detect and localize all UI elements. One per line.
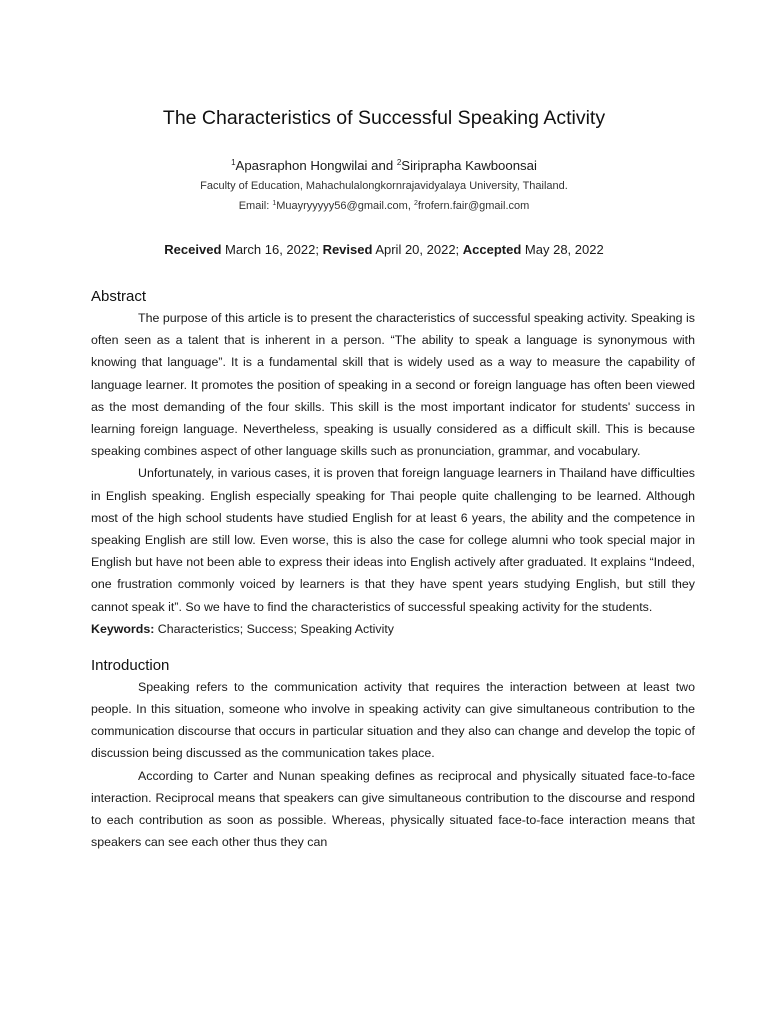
revised-date: April 20, 2022; xyxy=(372,242,463,257)
accepted-label: Accepted xyxy=(462,242,522,257)
introduction-paragraph: Speaking refers to the communication activity that requires the interaction between at least two people. In this situation, someone who involve in speaking activity can give simultaneous contribution to the communication discourse that occurs in particular situation and they also can change and develop the topic of discussion being discussed as the communication takes place. xyxy=(91,679,695,761)
introduction-heading: Introduction xyxy=(91,656,170,674)
keywords-label: Keywords: xyxy=(91,621,155,636)
email-label: Email: xyxy=(238,200,273,212)
abstract-paragraph: The purpose of this article is to present the characteristics of successful speaking activity. Speaking is often seen as a talent that is inherent in a person. “The ability to speak a language is synonymous with knowing that language”. It is a fundamental skill that is widely used as a way to measure the capability of language learner. It promotes the position of speaking in a second or foreign language has often been viewed as the most demanding of the four skills. This skill is the most important indicator for students' success in learning foreign language. Nevertheless, speaking is usually considered as a difficult skill. This is because speaking combines aspect of other language skills such as pronunciation, grammar, and vocabulary. xyxy=(91,311,695,459)
email-line xyxy=(0,200,768,212)
authors-conjunction: and xyxy=(367,158,397,173)
author1-superscript: 1 xyxy=(231,158,236,167)
authors-line xyxy=(0,158,768,173)
received-date: March 16, 2022; xyxy=(221,242,323,257)
keywords-line xyxy=(91,618,695,640)
email1-superscript: 1 xyxy=(272,200,277,207)
keywords-text: Characteristics; Success; Speaking Activity xyxy=(154,621,395,636)
accepted-date: May 28, 2022 xyxy=(521,242,604,257)
author2-superscript: 2 xyxy=(396,158,402,167)
abstract-paragraph: Unfortunately, in various cases, it is proven that foreign language learners in Thailand have difficulties in English speaking. English especially speaking for Thai people quite challenging to be learned. Although most of the high school students have studied English for at least 6 years, the ability and the competence in speaking English are still low. Even worse, this is also the case for college alumni who took special major in English but have not been able to express their ideas into English actively after graduated. It explains “Indeed, one frustration commonly voiced by learners is that they have spent years studying English, but still they cannot speak it”. So we have to find the characteristics of successful speaking activity for the students. xyxy=(91,466,695,614)
dates-line xyxy=(0,242,768,257)
introduction-paragraph: According to Carter and Nunan speaking defines as reciprocal and physically situated face-to-face interaction. Reciprocal means that speakers can give simultaneous contribution to the discourse and respond to each contribution as soon as possible. Whereas, physically situated face-to-face interaction means that speakers can see each other thus they can xyxy=(91,768,695,850)
paper-title: The Characteristics of Successful Speaking Activity xyxy=(162,107,606,129)
revised-label: Revised xyxy=(322,242,373,257)
author2-name: Siriprapha Kawboonsai xyxy=(401,158,537,173)
author1-name: Apasraphon Hongwilai xyxy=(235,158,368,173)
received-label: Received xyxy=(164,242,222,257)
body-content xyxy=(91,287,695,853)
abstract-heading: Abstract xyxy=(91,288,147,305)
email2-superscript: 2 xyxy=(413,200,418,207)
email2-link[interactable]: frofern.fair@gmail.com xyxy=(417,200,530,212)
affiliation: Faculty of Education, Mahachulalongkornrajavidyalaya University, Thailand. xyxy=(200,180,568,192)
email1-link[interactable]: Muayryyyyy56@gmail.com, xyxy=(276,200,414,212)
